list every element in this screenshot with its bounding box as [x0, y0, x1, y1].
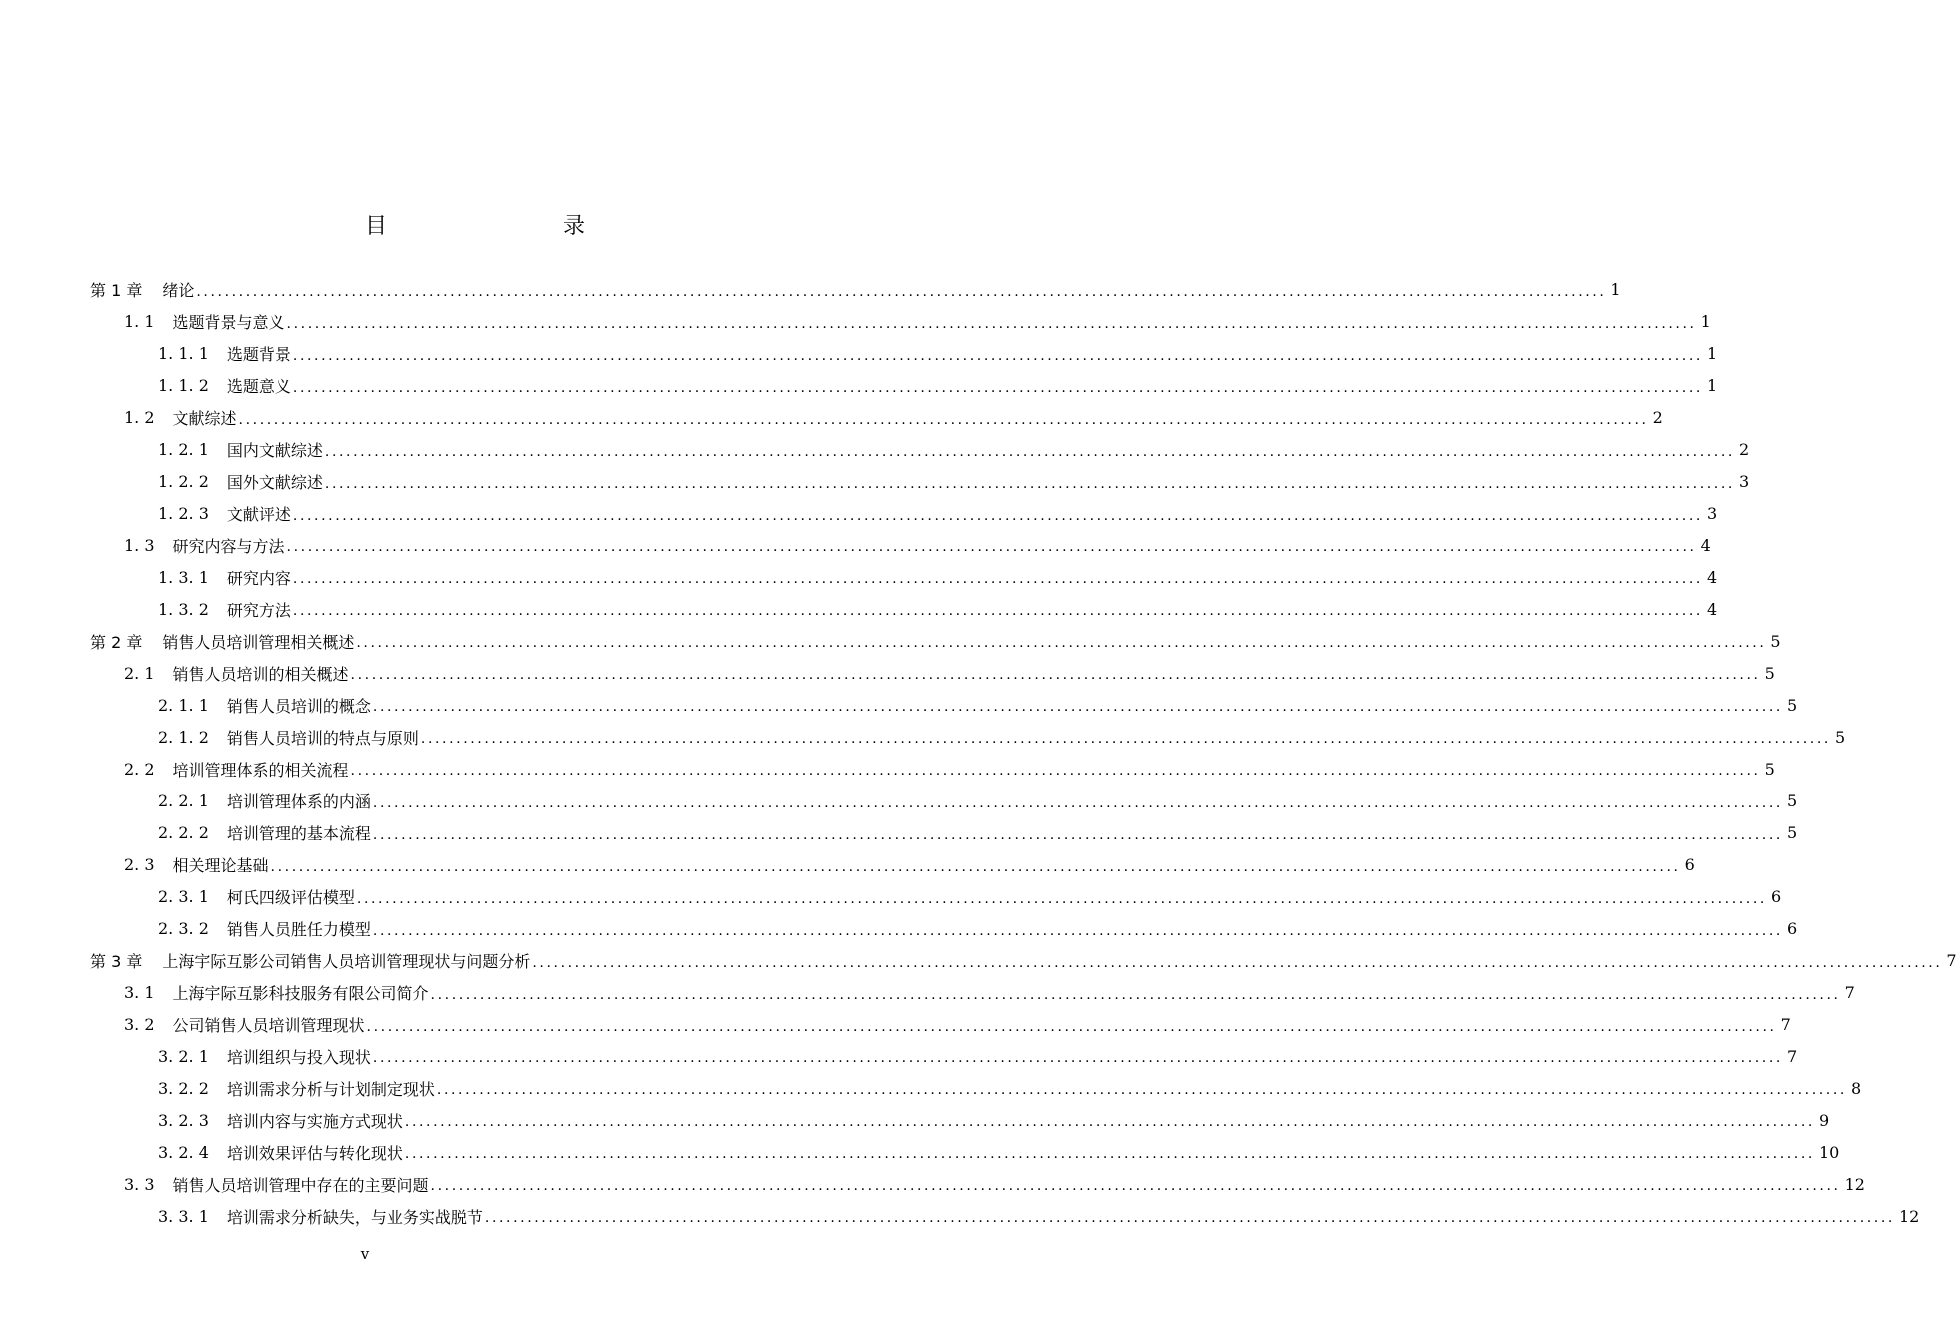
toc-dot-leader: ........................................................................................................................................................................................................: [420, 731, 1831, 748]
toc-dot-leader: ........................................................................................................................................................................................................: [286, 315, 1697, 332]
toc-section-entry[interactable]: [0, 1168, 1865, 1200]
toc-entry-title: 文献综述: [172, 409, 237, 429]
toc-entry-number: 2. 2. 1: [158, 791, 209, 811]
toc-entry-page: 6: [1786, 919, 1798, 939]
toc-section-entry[interactable]: [0, 977, 1855, 1009]
toc-dot-leader: ........................................................................................................................................................................................................: [372, 1050, 1783, 1067]
toc-subsection-entry[interactable]: [0, 1104, 1830, 1136]
toc-entry-page: 6: [1770, 887, 1782, 907]
toc-entry-page: 4: [1700, 535, 1711, 555]
toc-dot-leader: ........................................................................................................................................................................................................: [404, 1146, 1815, 1163]
toc-entry-page: 5: [1786, 791, 1798, 811]
toc-subsection-entry[interactable]: [0, 498, 1718, 530]
toc-entry-number: 第 3 章: [90, 952, 143, 972]
toc-dot-leader: ........................................................................................................................................................................................................: [292, 571, 1703, 588]
toc-entry-page: 1: [1706, 344, 1718, 364]
toc-dot-leader: ........................................................................................................................................................................................................: [270, 858, 1681, 875]
toc-entry-number: 2. 2. 2: [158, 823, 209, 843]
toc-entry-page: 4: [1706, 567, 1718, 587]
toc-entry-title: 上海宇际互影公司销售人员培训管理现状与问题分析: [162, 952, 531, 972]
toc-entry-title: 柯氏四级评估模型: [226, 888, 355, 908]
toc-entry-number: 1. 2: [124, 408, 155, 428]
toc-dot-leader: ........................................................................................................................................................................................................: [372, 826, 1783, 843]
toc-entry-title: 培训管理体系的相关流程: [172, 760, 349, 780]
toc-entry-number: 2. 3. 1: [158, 887, 209, 907]
toc-entry-page: 12: [1898, 1206, 1920, 1226]
toc-entry-title: 销售人员培训管理中存在的主要问题: [172, 1175, 429, 1195]
toc-entry-number: 3. 2. 4: [158, 1142, 209, 1162]
toc-subsection-entry[interactable]: [0, 881, 1782, 913]
toc-entry-number: 2. 3: [124, 855, 155, 875]
toc-entry-title: 选题背景与意义: [172, 313, 285, 333]
toc-dot-leader: ........................................................................................................................................................................................................: [430, 986, 1841, 1003]
toc-entry-number: 1. 3: [124, 535, 155, 555]
toc-entry-number: 2. 1. 1: [158, 695, 209, 715]
toc-dot-leader: ........................................................................................................................................................................................................: [292, 603, 1703, 620]
toc-entry-page: 10: [1818, 1142, 1840, 1162]
toc-entry-page: 2: [1738, 440, 1750, 460]
toc-entry-number: 1. 3. 2: [158, 599, 209, 619]
toc-entry-page: 7: [1946, 951, 1957, 971]
toc-dot-leader: ........................................................................................................................................................................................................: [350, 763, 1761, 780]
toc-entry-page: 6: [1684, 855, 1695, 875]
toc-entry-page: 7: [1844, 983, 1855, 1003]
toc-dot-leader: ........................................................................................................................................................................................................: [324, 475, 1735, 492]
toc-dot-leader: ........................................................................................................................................................................................................: [366, 1018, 1777, 1035]
toc-entry-number: 1. 2. 3: [158, 504, 209, 524]
toc-subsection-entry[interactable]: [0, 370, 1718, 402]
toc-subsection-entry[interactable]: [0, 1072, 1862, 1104]
toc-entry-number: 2. 1. 2: [158, 727, 209, 747]
toc-dot-leader: ........................................................................................................................................................................................................: [292, 379, 1703, 396]
toc-subsection-entry[interactable]: [0, 466, 1750, 498]
toc-entry-title: 销售人员培训的特点与原则: [226, 728, 419, 748]
toc-entry-title: 研究内容: [226, 568, 291, 588]
toc-entry-page: 5: [1770, 631, 1781, 651]
toc-entry-title: 公司销售人员培训管理现状: [172, 1016, 365, 1036]
toc-entry-page: 1: [1700, 312, 1711, 332]
toc-entry-number: 2. 3. 2: [158, 919, 209, 939]
toc-entry-number: 1. 2. 1: [158, 440, 209, 460]
toc-entry-number: 2. 1: [124, 663, 155, 683]
toc-entry-number: 3. 1: [124, 983, 155, 1003]
toc-dot-leader: ........................................................................................................................................................................................................: [372, 794, 1783, 811]
toc-entry-number: 1. 1: [124, 312, 155, 332]
toc-section-entry[interactable]: [0, 849, 1695, 881]
toc-entry-title: 国内文献综述: [226, 441, 323, 461]
toc-entry-title: 绪论: [162, 281, 195, 301]
toc-entry-title: 研究方法: [226, 600, 291, 620]
toc-entry-number: 3. 2. 3: [158, 1110, 209, 1130]
toc-section-entry[interactable]: [0, 306, 1711, 338]
toc-entry-title: 培训管理体系的内涵: [226, 792, 371, 812]
toc-entry-page: 5: [1786, 823, 1798, 843]
toc-entry-title: 销售人员培训的概念: [226, 696, 371, 716]
toc-dot-leader: ........................................................................................................................................................................................................: [430, 1178, 1841, 1195]
toc-section-entry[interactable]: [0, 657, 1775, 689]
toc-dot-leader: ........................................................................................................................................................................................................: [436, 1082, 1847, 1099]
toc-subsection-entry[interactable]: [0, 561, 1718, 593]
toc-entry-page: 9: [1818, 1110, 1830, 1130]
toc-title: 目 录: [364, 214, 629, 239]
toc-list: [0, 274, 1957, 1232]
toc-chapter-entry[interactable]: [0, 625, 1781, 657]
toc-entry-number: 1. 1. 2: [158, 376, 209, 396]
toc-section-entry[interactable]: [0, 1009, 1791, 1041]
toc-entry-title: 培训需求分析与计划制定现状: [226, 1079, 435, 1099]
toc-entry-title: 选题意义: [226, 377, 291, 397]
toc-dot-leader: ........................................................................................................................................................................................................: [292, 507, 1703, 524]
toc-dot-leader: ........................................................................................................................................................................................................: [356, 635, 1767, 652]
toc-subsection-entry[interactable]: [0, 913, 1798, 945]
toc-chapter-entry[interactable]: [0, 274, 1621, 306]
toc-entry-title: 选题背景: [226, 345, 291, 365]
toc-dot-leader: ........................................................................................................................................................................................................: [484, 1210, 1895, 1227]
toc-dot-leader: ........................................................................................................................................................................................................: [196, 283, 1607, 300]
toc-entry-number: 3. 2. 2: [158, 1078, 209, 1098]
toc-entry-number: 2. 2: [124, 759, 155, 779]
toc-entry-title: 销售人员培训管理相关概述: [162, 632, 355, 652]
toc-entry-page: 5: [1786, 695, 1798, 715]
toc-dot-leader: ........................................................................................................................................................................................................: [356, 890, 1767, 907]
toc-dot-leader: ........................................................................................................................................................................................................: [238, 411, 1649, 428]
toc-dot-leader: ........................................................................................................................................................................................................: [372, 699, 1783, 716]
toc-subsection-entry[interactable]: [0, 593, 1718, 625]
toc-entry-number: 3. 2: [124, 1015, 155, 1035]
toc-dot-leader: ........................................................................................................................................................................................................: [372, 922, 1783, 939]
toc-subsection-entry[interactable]: [0, 785, 1798, 817]
toc-entry-title: 培训管理的基本流程: [226, 824, 371, 844]
toc-entry-number: 3. 3. 1: [158, 1206, 209, 1226]
toc-dot-leader: ........................................................................................................................................................................................................: [532, 954, 1943, 971]
toc-subsection-entry[interactable]: [0, 338, 1718, 370]
toc-subsection-entry[interactable]: [0, 1136, 1840, 1168]
toc-subsection-entry[interactable]: [0, 721, 1846, 753]
toc-entry-title: 销售人员胜任力模型: [226, 920, 371, 940]
toc-subsection-entry[interactable]: [0, 1200, 1920, 1232]
toc-entry-title: 销售人员培训的相关概述: [172, 664, 349, 684]
toc-entry-title: 上海宇际互影科技服务有限公司简介: [172, 984, 429, 1004]
toc-entry-title: 培训内容与实施方式现状: [226, 1111, 403, 1131]
toc-entry-page: 7: [1780, 1015, 1791, 1035]
toc-entry-page: 1: [1706, 376, 1718, 396]
toc-entry-title: 相关理论基础: [172, 856, 269, 876]
toc-entry-page: 4: [1706, 599, 1718, 619]
toc-entry-number: 1. 2. 2: [158, 472, 209, 492]
toc-dot-leader: ........................................................................................................................................................................................................: [350, 667, 1761, 684]
toc-entry-title: 文献评述: [226, 505, 291, 525]
toc-subsection-entry[interactable]: [0, 689, 1798, 721]
toc-entry-page: 5: [1834, 727, 1846, 747]
toc-entry-number: 3. 3: [124, 1174, 155, 1194]
toc-subsection-entry[interactable]: [0, 434, 1750, 466]
toc-subsection-entry[interactable]: [0, 1041, 1798, 1073]
toc-entry-page: 3: [1706, 504, 1718, 524]
toc-dot-leader: ........................................................................................................................................................................................................: [404, 1114, 1815, 1131]
toc-entry-title: 研究内容与方法: [172, 536, 285, 556]
toc-entry-page: 2: [1652, 408, 1663, 428]
toc-entry-page: 7: [1786, 1046, 1798, 1066]
toc-section-entry[interactable]: [0, 753, 1775, 785]
toc-entry-number: 1. 1. 1: [158, 344, 209, 364]
toc-dot-leader: ........................................................................................................................................................................................................: [324, 443, 1735, 460]
toc-dot-leader: ........................................................................................................................................................................................................: [286, 539, 1697, 556]
toc-section-entry[interactable]: [0, 402, 1663, 434]
toc-entry-title: 培训组织与投入现状: [226, 1047, 371, 1067]
toc-subsection-entry[interactable]: [0, 817, 1798, 849]
toc-entry-page: 8: [1850, 1078, 1862, 1098]
toc-dot-leader: ........................................................................................................................................................................................................: [292, 347, 1703, 364]
toc-entry-title: 培训需求分析缺失，与业务实战脱节: [226, 1207, 483, 1227]
toc-chapter-entry[interactable]: [0, 945, 1957, 977]
toc-entry-page: 12: [1844, 1174, 1865, 1194]
toc-entry-page: 5: [1764, 759, 1775, 779]
toc-entry-number: 1. 3. 1: [158, 567, 209, 587]
toc-entry-page: 5: [1764, 663, 1775, 683]
toc-section-entry[interactable]: [0, 530, 1711, 562]
toc-entry-page: 3: [1738, 472, 1750, 492]
toc-entry-number: 第 2 章: [90, 632, 143, 652]
toc-entry-number: 第 1 章: [90, 281, 143, 301]
page-number: v: [360, 1245, 370, 1263]
toc-entry-title: 国外文献综述: [226, 473, 323, 493]
toc-entry-page: 1: [1610, 280, 1621, 300]
toc-entry-title: 培训效果评估与转化现状: [226, 1143, 403, 1163]
toc-entry-number: 3. 2. 1: [158, 1046, 209, 1066]
